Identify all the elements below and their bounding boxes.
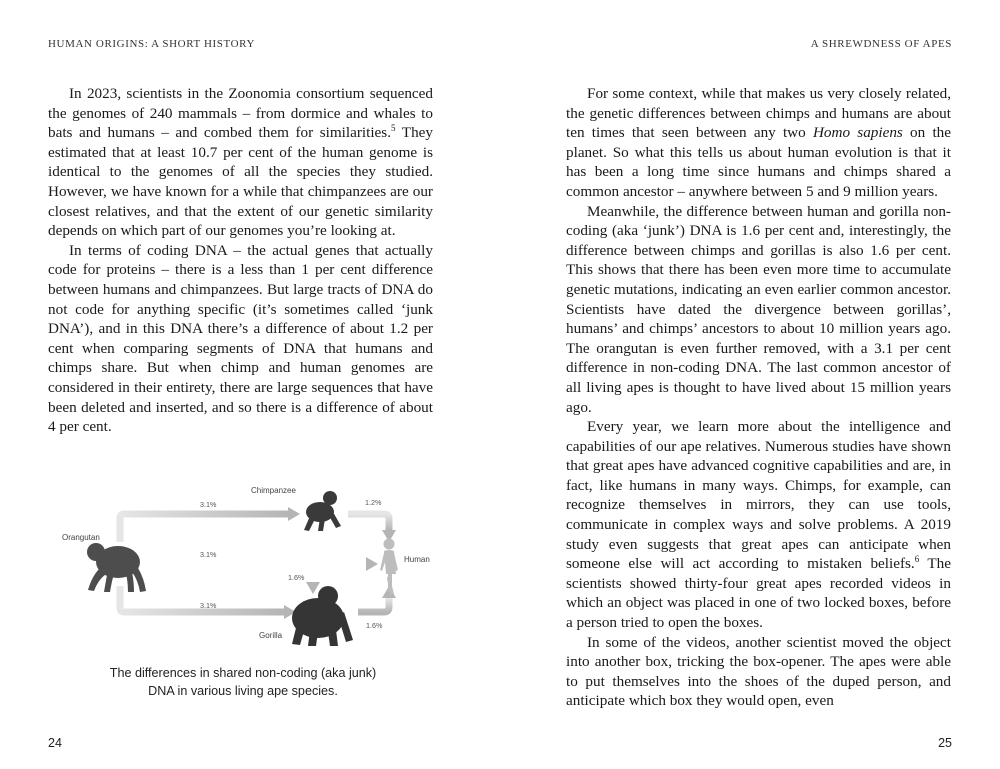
diagram-graphic: [48, 470, 438, 660]
human-figure: [380, 539, 398, 596]
caption-line: DNA in various living ape species.: [148, 684, 338, 698]
arrow-orangutan-chimpanzee: [120, 507, 300, 542]
paragraph-intelligence: [566, 417, 951, 633]
pct-orangutan-chimpanzee: 3.1%: [200, 500, 217, 509]
arrow-orangutan-human: [148, 557, 378, 571]
footnote-marker[interactable]: 6: [914, 554, 920, 565]
figure-caption: [48, 664, 438, 700]
paragraph-text: In 2023, scientists in the Zoonomia consortium sequenced the genomes of 240 mammals – from dormice and whales to bats and humans – and combed them for similarities.: [48, 85, 433, 142]
gorilla-figure: [292, 586, 353, 646]
footnote-marker[interactable]: 5: [391, 123, 396, 134]
label-human: Human: [404, 555, 430, 564]
paragraph-text: They estimated that at least 10.7 per cent of the human genome is identical to the genomes of all the species they studied. However, we have known for a while that chimpanzees are our closest relatives, and that the extent of our genetic similarity depends on which part of our genomes you’re looking at.: [48, 124, 433, 240]
left-body-text: [48, 84, 433, 437]
ape-dna-diagram: [48, 470, 438, 710]
arrow-chimpanzee-human: [348, 514, 396, 542]
page-number-right: 25: [938, 736, 952, 750]
paragraph-text: The scientists showed thirty-four great apes recorded videos in which an object was placed in one of two locked boxes, before a person tried to open the boxes.: [566, 555, 951, 632]
label-chimpanzee: Chimpanzee: [251, 486, 296, 495]
page-number-left: 24: [48, 736, 62, 750]
orangutan-figure: [87, 543, 146, 592]
caption-line: The differences in shared non-coding (aka junk): [109, 666, 377, 680]
pct-orangutan-gorilla: 3.1%: [200, 601, 217, 610]
right-page: [500, 0, 1000, 769]
paragraph-zoonomia: [48, 84, 433, 241]
paragraph-context: [566, 84, 951, 202]
species-name: Homo sapiens: [812, 124, 903, 142]
pct-gorilla-human: 1.6%: [366, 621, 383, 630]
right-body-text: [566, 84, 951, 711]
running-head-left: HUMAN ORIGINS: A SHORT HISTORY: [48, 38, 256, 50]
paragraph-gorilla: Meanwhile, the difference between human and gorilla non-coding (aka ‘junk’) DNA is 1.6 per cent and, interestingly, the difference between chimps and gorillas is also 1.6 per cent. This shows that there has been even more time to accumulate genetic mutations, indicating an even earlier common ancestor. Scientists have dated the divergence between gorillas’, humans’ and chimps’ ancestors to about 10 million years ago. The orangutan is even further removed, with a 3.1 per cent difference in non-coding DNA. The last common ancestor of all living apes is thought to have lived about 15 million years ago.: [566, 202, 951, 416]
paragraph-coding-dna: In terms of coding DNA – the actual genes that actually code for proteins – there is a less than 1 per cent difference between humans and chimpanzees. But large tracts of DNA do not code for anything specific (it’s sometimes called ‘junk DNA’), and in this DNA there’s a difference of about 1.2 per cent when comparing segments of DNA that humans and chimps share. But when chimp and human genomes are considered in their entirety, there are large sequences that have been deleted and inserted, and so there is a difference of about 4 per cent.: [48, 241, 433, 436]
paragraph-text: Every year, we learn more about the intelligence and capabilities of our ape relatives. Numerous studies have shown that great apes have advanced cognitive capabilities and are, in fact, like humans in many ways. Chimps, for example, can recognize themselves in mirrors, they can use tools, communicate in complex ways and solve problems. A 2019 study even suggests that great apes can anticipate when someone else will act according to mistaken beliefs.: [566, 418, 951, 573]
paragraph-videos: In some of the videos, another scientist moved the object into another box, tricking the box-opener. The apes were able to put themselves into the shoes of the duped person, and anticipate which box they would open, even: [566, 633, 951, 710]
chimpanzee-figure: [304, 491, 341, 531]
running-head-right: A SHREWDNESS OF APES: [810, 38, 952, 50]
pct-chimpanzee-gorilla: 1.6%: [288, 573, 305, 582]
label-orangutan: Orangutan: [62, 533, 100, 542]
pct-orangutan-human: 3.1%: [200, 550, 217, 559]
pct-chimpanzee-human: 1.2%: [365, 498, 382, 507]
label-gorilla: Gorilla: [259, 631, 283, 640]
paragraph-text: For some context, while that makes us very closely related, the genetic differences between chimps and humans are about ten times that seen between any two: [566, 85, 951, 142]
paragraph-text: on the planet. So what this tells us about human evolution is that it has been a long time since humans and chimps shared a common ancestor – anywhere between 5 and 9 million years.: [566, 124, 951, 200]
